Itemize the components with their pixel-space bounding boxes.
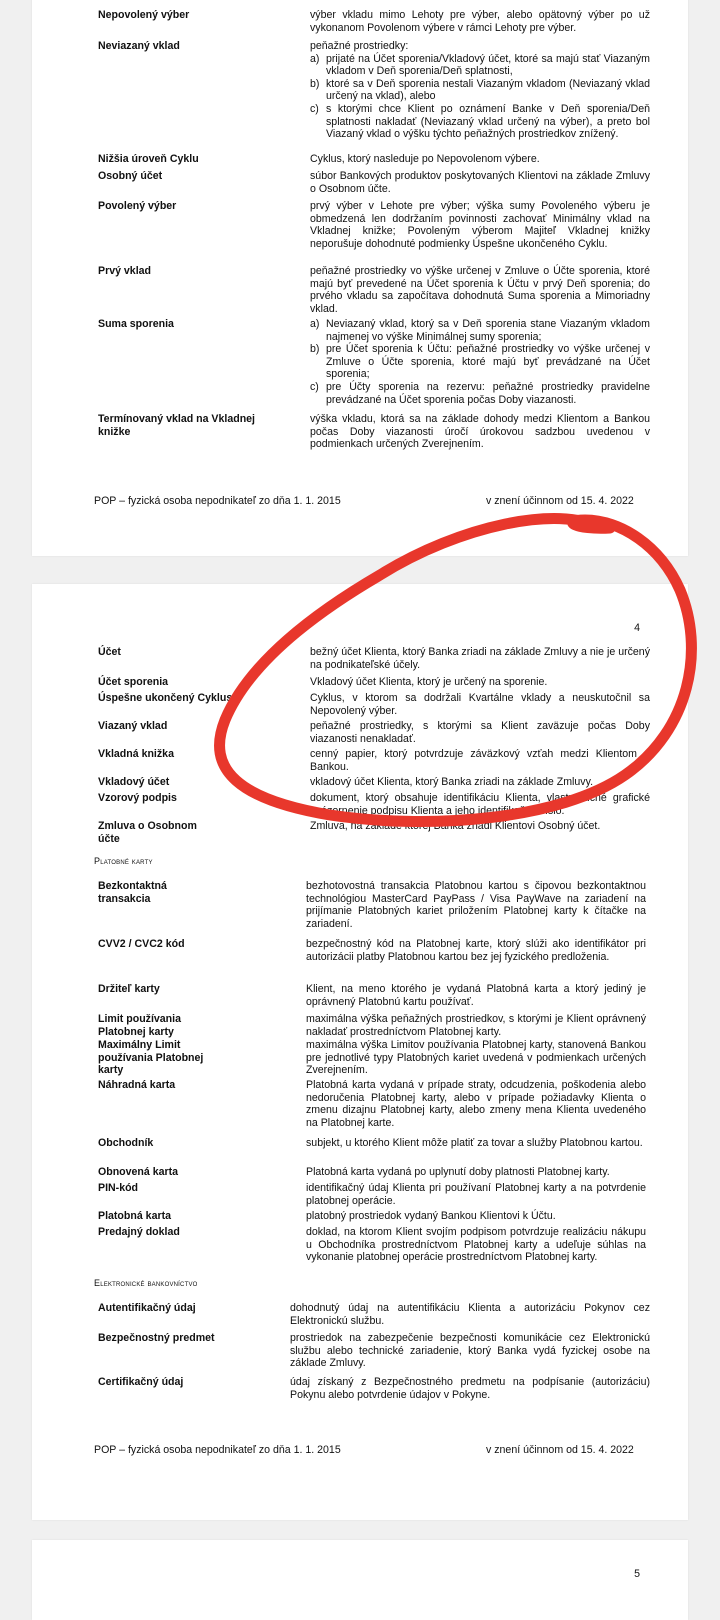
section-heading: Platobné karty [94, 856, 153, 866]
definition: Cyklus, v ktorom sa dodržali Kvartálne vklady a neuskutočnil sa Nepovolený výber. [310, 692, 650, 717]
term: Nepovolený výber [98, 9, 190, 21]
footer-right: v znení účinnom od 15. 4. 2022 [486, 1444, 634, 1456]
definition-list [310, 318, 650, 406]
term: Vzorový podpis [98, 792, 177, 804]
page-number: 4 [634, 622, 640, 634]
definition: peňažné prostriedky vo výške určenej v Zmluve o Účte sporenia, ktoré majú byť prevedené na Účet sporenia k Účtu v prvý Deň sporenia; do prvého vkladu sa započítava dohodnutá Suma sporenia a Mimoriadny vklad. [310, 265, 650, 315]
definition: bezpečnostný kód na Platobnej karte, ktorý slúži ako identifikátor pri autorizácii platby Platobnou kartou bez jej fyzického predloženia. [306, 938, 646, 963]
definition: bezhotovostná transakcia Platobnou kartou s čipovou bezkontaktnou technológiou MasterCard PayPass / Visa PayWave na zariadení na prijímanie Platobných kariet priložením Platobnej karty k čítačke na zariadení. [306, 880, 646, 930]
term: Prvý vklad [98, 265, 152, 277]
definition: Vkladový účet Klienta, ktorý je určený na sporenie. [310, 676, 548, 688]
definition: bežný účet Klienta, ktorý Banka zriadi na základe Zmluvy a nie je určený na podnikateľské účely. [310, 646, 650, 671]
page-footer [94, 495, 654, 507]
term: Účet sporenia [98, 676, 169, 688]
definition: výška vkladu, ktorá sa na základe dohody medzi Klientom a Bankou počas Doby viazanosti úročí úrokovou sadzbou uvedenou v podmienkach určených Zverejnením. [310, 413, 650, 451]
definition: identifikačný údaj Klienta pri používaní Platobnej karty a na potvrdenie platobnej operácie. [306, 1182, 646, 1207]
definition: súbor Bankových produktov poskytovaných Klientovi na základe Zmluvy o Osobnom účte. [310, 170, 650, 195]
definition: vkladový účet Klienta, ktorý Banka zriadi na základe Zmluvy. [310, 776, 594, 788]
definition: Klient, na meno ktorého je vydaná Platobná karta a ktorý jediný je oprávnený Platobnú kartu používať. [306, 983, 646, 1008]
definition: cenný papier, ktorý potvrdzuje záväzkový vzťah medzi Klientom a Bankou. [310, 748, 650, 773]
footer-left: POP – fyzická osoba nepodnikateľ zo dňa 1. 1. 2015 [94, 495, 341, 507]
definition: Platobná karta vydaná po uplynutí doby platnosti Platobnej karty. [306, 1166, 610, 1178]
footer-left: POP – fyzická osoba nepodnikateľ zo dňa 1. 1. 2015 [94, 1444, 341, 1456]
list-item: b) pre Účet sporenia k Účtu: peňažné prostriedky vo výške určenej v Zmluve o Účte sporenia, ktoré majú byť prevádzané na Účet sporenia; [310, 343, 650, 381]
list-item: a) Neviazaný vklad, ktorý sa v Deň sporenia stane Viazaným vkladom najmenej vo výške Minimálnej sumy sporenia; [310, 318, 650, 343]
term: Vkladový účet [98, 776, 170, 788]
definition: doklad, na ktorom Klient svojím podpisom potvrdzuje realizáciu nákupu u Obchodníka prostredníctvom Platobnej karty a udeľuje súhlas na vykonanie platobnej operácie prostredníctvom Platobnej karty. [306, 1226, 646, 1264]
term: Suma sporenia [98, 318, 174, 330]
definition [310, 318, 650, 406]
term: Limit používania Platobnej karty [98, 1013, 181, 1038]
definition: Zmluva, na základe ktorej Banka zriadi Klientovi Osobný účet. [310, 820, 601, 832]
definition: peňažné prostriedky, s ktorými sa Klient zaväzuje počas Doby viazanosti nenakladať. [310, 720, 650, 745]
definition: prostriedok na zabezpečenie bezpečnosti komunikácie cez Elektronickú službu alebo technické zariadenie, ktorý Banka vydá fyzickej osobe na základe Zmluvy. [290, 1332, 650, 1370]
term: Úspešne ukončený Cyklus [98, 692, 233, 704]
definition: prvý výber v Lehote pre výber; výška sumy Povoleného výberu je obmedzená len dodržaním povinnosti zachovať Minimálny vklad na Vkladnej knižke; Povoleným výberom Majiteľ Vkladnej knižky neporušuje dohodnuté podmienky Úspešne ukončeného Cyklu. [310, 200, 650, 250]
term: Neviazaný vklad [98, 40, 180, 52]
term: Osobný účet [98, 170, 163, 182]
definition: platobný prostriedok vydaný Bankou Klientovi k Účtu. [306, 1210, 556, 1222]
term: Platobná karta [98, 1210, 172, 1222]
section-heading: Elektronické bankovníctvo [94, 1278, 198, 1288]
term: Nižšia úroveň Cyklu [98, 153, 199, 165]
term: Termínovaný vklad na Vkladnej knižke [98, 413, 256, 438]
definition: Cyklus, ktorý nasleduje po Nepovolenom výbere. [310, 153, 540, 165]
definition: maximálna výška peňažných prostriedkov, s ktorými je Klient oprávnený nakladať prostredníctvom Platobnej karty. [306, 1013, 646, 1038]
term: Bezkontaktná transakcia [98, 880, 167, 905]
term: Autentifikačný údaj [98, 1302, 196, 1314]
definition: údaj získaný z Bezpečnostného predmetu na podpísanie (autorizáciu) Pokynu alebo potvrdenie údajov v Pokyne. [290, 1376, 650, 1401]
term: Certifikačný údaj [98, 1376, 184, 1388]
term: CVV2 / CVC2 kód [98, 938, 185, 950]
term: Účet [98, 646, 121, 658]
term: Držiteľ karty [98, 983, 160, 995]
term: Povolený výber [98, 200, 177, 212]
definition: výber vkladu mimo Lehoty pre výber, alebo opätovný výber po už vykonanom Povolenom výbere v rámci Lehoty pre výber. [310, 9, 650, 34]
list-item: a) prijaté na Účet sporenia/Vkladový účet, ktoré sa majú stať Viazaným vkladom v Deň sporenia/Deň splatnosti, [310, 52, 650, 78]
page-footer [94, 1444, 654, 1456]
term: Zmluva o Osobnom účte [98, 820, 197, 845]
definition: Platobná karta vydaná v prípade straty, odcudzenia, poškodenia alebo nedoručenia Platobnej karty, alebo v prípade požiadavky Klienta o zmenu dizajnu Platobnej karty, alebo zmeny mena Klienta uvedeného na Platobnej karte. [306, 1079, 646, 1129]
list-item: c) pre Účty sporenia na rezervu: peňažné prostriedky pravidelne prevádzané na Účet sporenia počas Doby viazanosti. [310, 380, 650, 406]
page-number: 5 [634, 1568, 640, 1580]
term: Viazaný vklad [98, 720, 168, 732]
definition-list [310, 53, 650, 141]
term: Obchodník [98, 1137, 154, 1149]
term: Obnovená karta [98, 1166, 179, 1178]
document-page [32, 584, 688, 1520]
definition: dohodnutý údaj na autentifikáciu Klienta a autorizáciu Pokynov cez Elektronickú službu. [290, 1302, 650, 1327]
term: Vkladná knižka [98, 748, 174, 760]
list-item: b) ktoré sa v Deň sporenia nestali Viazaným vkladom (Neviazaný vklad určený na vklad), alebo [310, 77, 650, 103]
term: PIN-kód [98, 1182, 139, 1194]
term: Bezpečnostný predmet [98, 1332, 215, 1344]
definition: subjekt, u ktorého Klient môže platiť za tovar a služby Platobnou kartou. [306, 1137, 643, 1149]
list-item: c) s ktorými chce Klient po oznámení Banke v Deň sporenia/Deň splatnosti nakladať (Neviazaný vklad určený na výber), a preto bol Viazaný vklad o výšku týchto peňažných prostriedkov znížený. [310, 102, 650, 141]
term: Maximálny Limit používania Platobnej karty [98, 1039, 204, 1077]
document-page [32, 0, 688, 556]
definition: peňažné prostriedky: a) prijaté na Účet sporenia/Vkladový účet, ktoré sa majú stať Viazaným vkladom v Deň sporenia/Deň splatnosti, b) ktoré sa v Deň sporenia nestali Viazaným vkladom (Neviazaný vklad určený na vklad), alebo c) s ktorými chce Klient po oznámení Banke v Deň sporenia/Deň splatnosti nakladať (Neviazaný vklad určený na výber), a preto bol Viazaný vklad o výšku týchto peňažných prostriedkov znížený. [310, 40, 650, 141]
term: Náhradná karta [98, 1079, 176, 1091]
footer-right: v znení účinnom od 15. 4. 2022 [486, 495, 634, 507]
definition: dokument, ktorý obsahuje identifikáciu Klienta, vlastnoručné grafické znázornenie podpisu Klienta a jeho identifikačné číslo. [310, 792, 650, 817]
definition: maximálna výška Limitov používania Platobnej karty, stanovená Bankou pre jednotlivé typy Platobných kariet uvedená v podmienkach určených Zverejnením. [306, 1039, 646, 1077]
document-page [32, 1540, 688, 1620]
term: Predajný doklad [98, 1226, 180, 1238]
